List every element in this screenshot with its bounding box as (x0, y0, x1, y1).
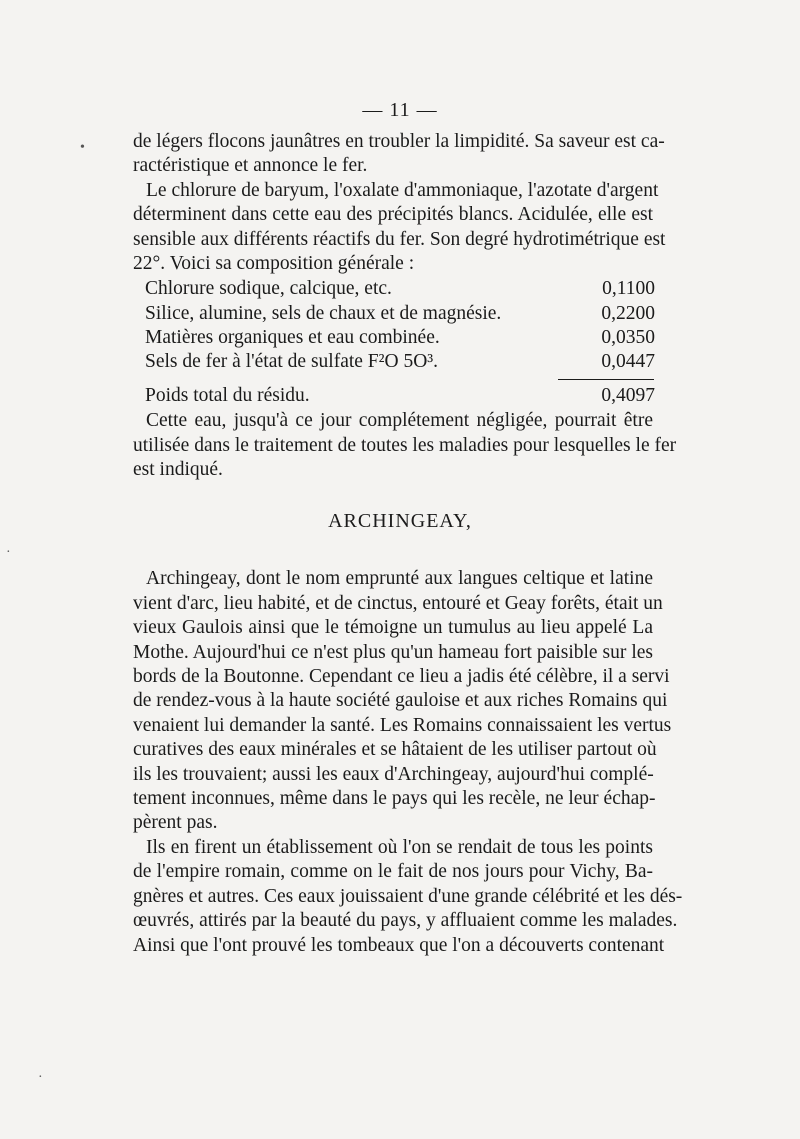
text-line: Mothe. Aujourd'hui ce n'est plus qu'un hameau fort paisible sur les (133, 642, 653, 663)
composition-value: 0,0447 (601, 351, 655, 372)
text-line: sensible aux différents réactifs du fer. Son degré hydrotimétrique est (133, 229, 666, 250)
total-value: 0,4097 (601, 385, 655, 406)
composition-label: Sels de fer à l'état de sulfate F²O 5O³. (145, 351, 438, 372)
total-row (145, 384, 655, 408)
text-line: Le chlorure de baryum, l'oxalate d'ammoniaque, l'azotate d'argent (146, 180, 659, 201)
text-line: Cette eau, jusqu'à ce jour complétement négligée, pourrait être (146, 410, 653, 431)
text-line: vient d'arc, lieu habité, et de cinctus, entouré et Geay forêts, était un (133, 593, 663, 614)
text-line: Ainsi que l'ont prouvé les tombeaux que l'on a découverts contenant (133, 935, 665, 956)
text-line: ractéristique et annonce le fer. (133, 155, 368, 176)
composition-row (145, 302, 655, 326)
text-line: de rendez-vous à la haute société gauloise et aux riches Romains qui (133, 690, 668, 711)
text-line: gnères et autres. Ces eaux jouissaient d'une grande célébrité et les dés- (133, 886, 683, 907)
composition-row (145, 277, 655, 301)
text-line: est indiqué. (133, 459, 223, 480)
composition-value: 0,2200 (601, 303, 655, 324)
page-number: — 11 — (362, 99, 438, 121)
composition-label: Silice, alumine, sels de chaux et de magnésie. (145, 303, 502, 324)
total-rule (558, 379, 654, 380)
text-line: curatives des eaux minérales et se hâtaient de les utiliser partout où (133, 739, 657, 760)
text-line: ils les trouvaient; aussi les eaux d'Archingeay, aujourd'hui complé- (133, 764, 654, 785)
composition-label: Chlorure sodique, calcique, etc. (145, 278, 392, 299)
composition-row (145, 350, 655, 374)
text-line: bords de la Boutonne. Cependant ce lieu a jadis été célèbre, il a servi (133, 666, 670, 687)
composition-label: Matières organiques et eau combinée. (145, 327, 440, 348)
text-line: Ils en firent un établissement où l'on se rendait de tous les points (146, 837, 653, 858)
composition-value: 0,0350 (601, 327, 655, 348)
text-line: tement inconnues, même dans le pays qui les recèle, ne leur échap- (133, 788, 656, 809)
text-line: Archingeay, dont le nom emprunté aux langues celtique et latine (146, 568, 653, 589)
print-mark: · (38, 1070, 43, 1085)
print-mark: • (80, 140, 85, 155)
section-title: ARCHINGEAY, (328, 510, 472, 532)
text-line: utilisée dans le traitement de toutes les maladies pour lesquelles le fer (133, 435, 677, 456)
total-label: Poids total du résidu. (145, 385, 310, 406)
composition-value: 0,1100 (602, 278, 655, 299)
text-line: pèrent pas. (133, 812, 218, 833)
print-mark: · (6, 545, 11, 560)
text-line: œuvrés, attirés par la beauté du pays, y affluaient comme les malades. (133, 910, 678, 931)
text-line: de légers flocons jaunâtres en troubler la limpidité. Sa saveur est ca- (133, 131, 665, 152)
composition-row (145, 326, 655, 350)
text-line: de l'empire romain, comme on le fait de nos jours pour Vichy, Ba- (133, 861, 653, 882)
text-line: vieux Gaulois ainsi que le témoigne un tumulus au lieu appelé La (133, 617, 653, 638)
text-line: déterminent dans cette eau des précipités blancs. Acidulée, elle est (133, 204, 653, 225)
text-line: venaient lui demander la santé. Les Romains connaissaient les vertus (133, 715, 672, 736)
text-line: 22°. Voici sa composition générale : (133, 253, 415, 274)
